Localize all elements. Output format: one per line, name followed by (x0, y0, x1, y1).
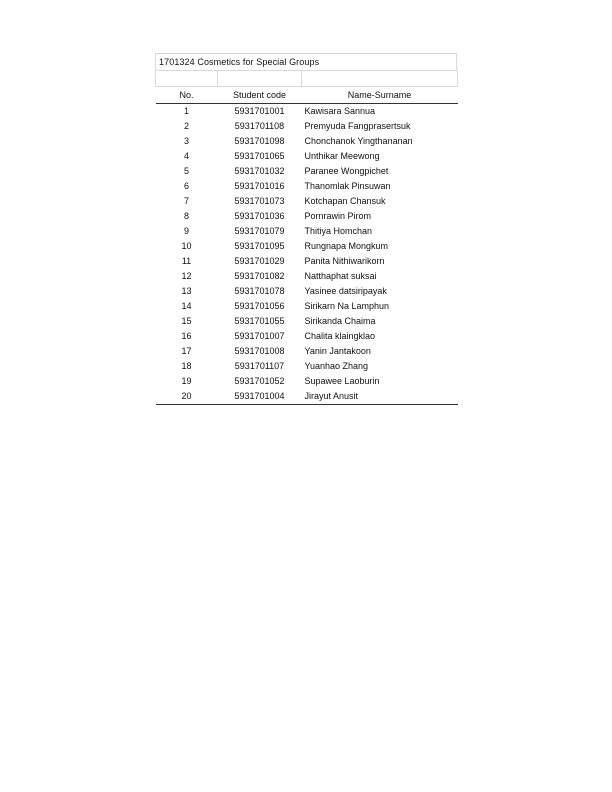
row-number: 18 (181, 361, 192, 371)
table-row (156, 269, 458, 284)
student-code: 5931701082 (234, 271, 285, 281)
blank-row (156, 71, 458, 87)
student-name: Supawee Laoburin (304, 376, 380, 386)
student-code: 5931701001 (234, 106, 285, 116)
student-list-sheet (155, 53, 457, 405)
table-row (156, 194, 458, 209)
student-name: Yuanhao Zhang (304, 361, 369, 371)
student-name: Kawisara Sannua (304, 106, 376, 116)
student-code: 5931701016 (234, 181, 285, 191)
table-row (156, 119, 458, 134)
row-number: 12 (181, 271, 192, 281)
student-name: Unthikar Meewong (304, 151, 380, 161)
student-name: Thitiya Homchan (304, 226, 373, 236)
row-number: 3 (183, 136, 189, 146)
row-number: 15 (181, 316, 192, 326)
student-code: 5931701078 (234, 286, 285, 296)
row-number: 4 (183, 151, 189, 161)
student-name: Premyuda Fangprasertsuk (304, 121, 411, 131)
table-row (156, 254, 458, 269)
row-number: 6 (183, 181, 189, 191)
student-code: 5931701098 (234, 136, 285, 146)
student-name: Paranee Wongpichet (304, 166, 389, 176)
table-row (156, 209, 458, 224)
student-code: 5931701008 (234, 346, 285, 356)
table-row (156, 149, 458, 164)
student-name: Sirikarn Na Lamphun (304, 301, 390, 311)
row-number: 5 (183, 166, 189, 176)
table-row (156, 389, 458, 405)
row-number: 8 (183, 211, 189, 221)
student-name: Chonchanok Yingthananan (304, 136, 413, 146)
table-row (156, 104, 458, 120)
student-code: 5931701007 (234, 331, 285, 341)
student-code: 5931701056 (234, 301, 285, 311)
table-row (156, 329, 458, 344)
header-student-code: Student code (218, 87, 302, 104)
blank-cell (218, 71, 302, 87)
blank-cell (302, 71, 458, 87)
header-name-surname: Name-Surname (302, 87, 458, 104)
document-title: 1701324 Cosmetics for Special Groups (155, 53, 457, 70)
row-number: 19 (181, 376, 192, 386)
table-row (156, 284, 458, 299)
student-name: Rungnapa Mongkum (304, 241, 389, 251)
blank-cell (156, 71, 218, 87)
row-number: 10 (181, 241, 192, 251)
row-number: 20 (156, 389, 218, 405)
table-row (156, 314, 458, 329)
student-name: Pornrawin Pirom (304, 211, 372, 221)
row-number: 17 (181, 346, 192, 356)
student-name: Natthaphat suksai (304, 271, 377, 281)
student-code: 5931701029 (234, 256, 285, 266)
student-code: 5931701004 (218, 389, 302, 405)
table-row (156, 299, 458, 314)
student-name: Thanomlak Pinsuwan (304, 181, 391, 191)
row-number: 7 (183, 196, 189, 206)
table-row (156, 344, 458, 359)
table-row (156, 179, 458, 194)
student-table (155, 70, 458, 405)
table-row (156, 134, 458, 149)
table-header-row (156, 87, 458, 104)
student-name: Chalita klaingklao (304, 331, 376, 341)
header-no: No. (156, 87, 218, 104)
table-row (156, 224, 458, 239)
student-name: Panita Nithiwarikorn (304, 256, 385, 266)
student-name: Jirayut Anusit (302, 389, 458, 405)
row-number: 9 (183, 226, 189, 236)
student-code: 5931701055 (234, 316, 285, 326)
table-row (156, 374, 458, 389)
student-name: Yasinee datsiripayak (304, 286, 387, 296)
student-code: 5931701107 (234, 361, 285, 371)
student-code: 5931701079 (234, 226, 285, 236)
student-code: 5931701073 (234, 196, 285, 206)
student-code: 5931701095 (234, 241, 285, 251)
student-name: Yanin Jantakoon (304, 346, 371, 356)
student-name: Sirikanda Chaima (304, 316, 376, 326)
row-number: 2 (183, 121, 189, 131)
row-number: 13 (181, 286, 192, 296)
student-code: 5931701065 (234, 151, 285, 161)
student-code: 5931701032 (234, 166, 285, 176)
table-row (156, 239, 458, 254)
student-code: 5931701036 (234, 211, 285, 221)
table-row (156, 164, 458, 179)
table-row (156, 359, 458, 374)
row-number: 1 (183, 106, 189, 116)
row-number: 11 (181, 256, 192, 266)
student-code: 5931701052 (234, 376, 285, 386)
student-code: 5931701108 (234, 121, 285, 131)
row-number: 14 (181, 301, 192, 311)
student-name: Kotchapan Chansuk (304, 196, 386, 206)
row-number: 16 (181, 331, 192, 341)
